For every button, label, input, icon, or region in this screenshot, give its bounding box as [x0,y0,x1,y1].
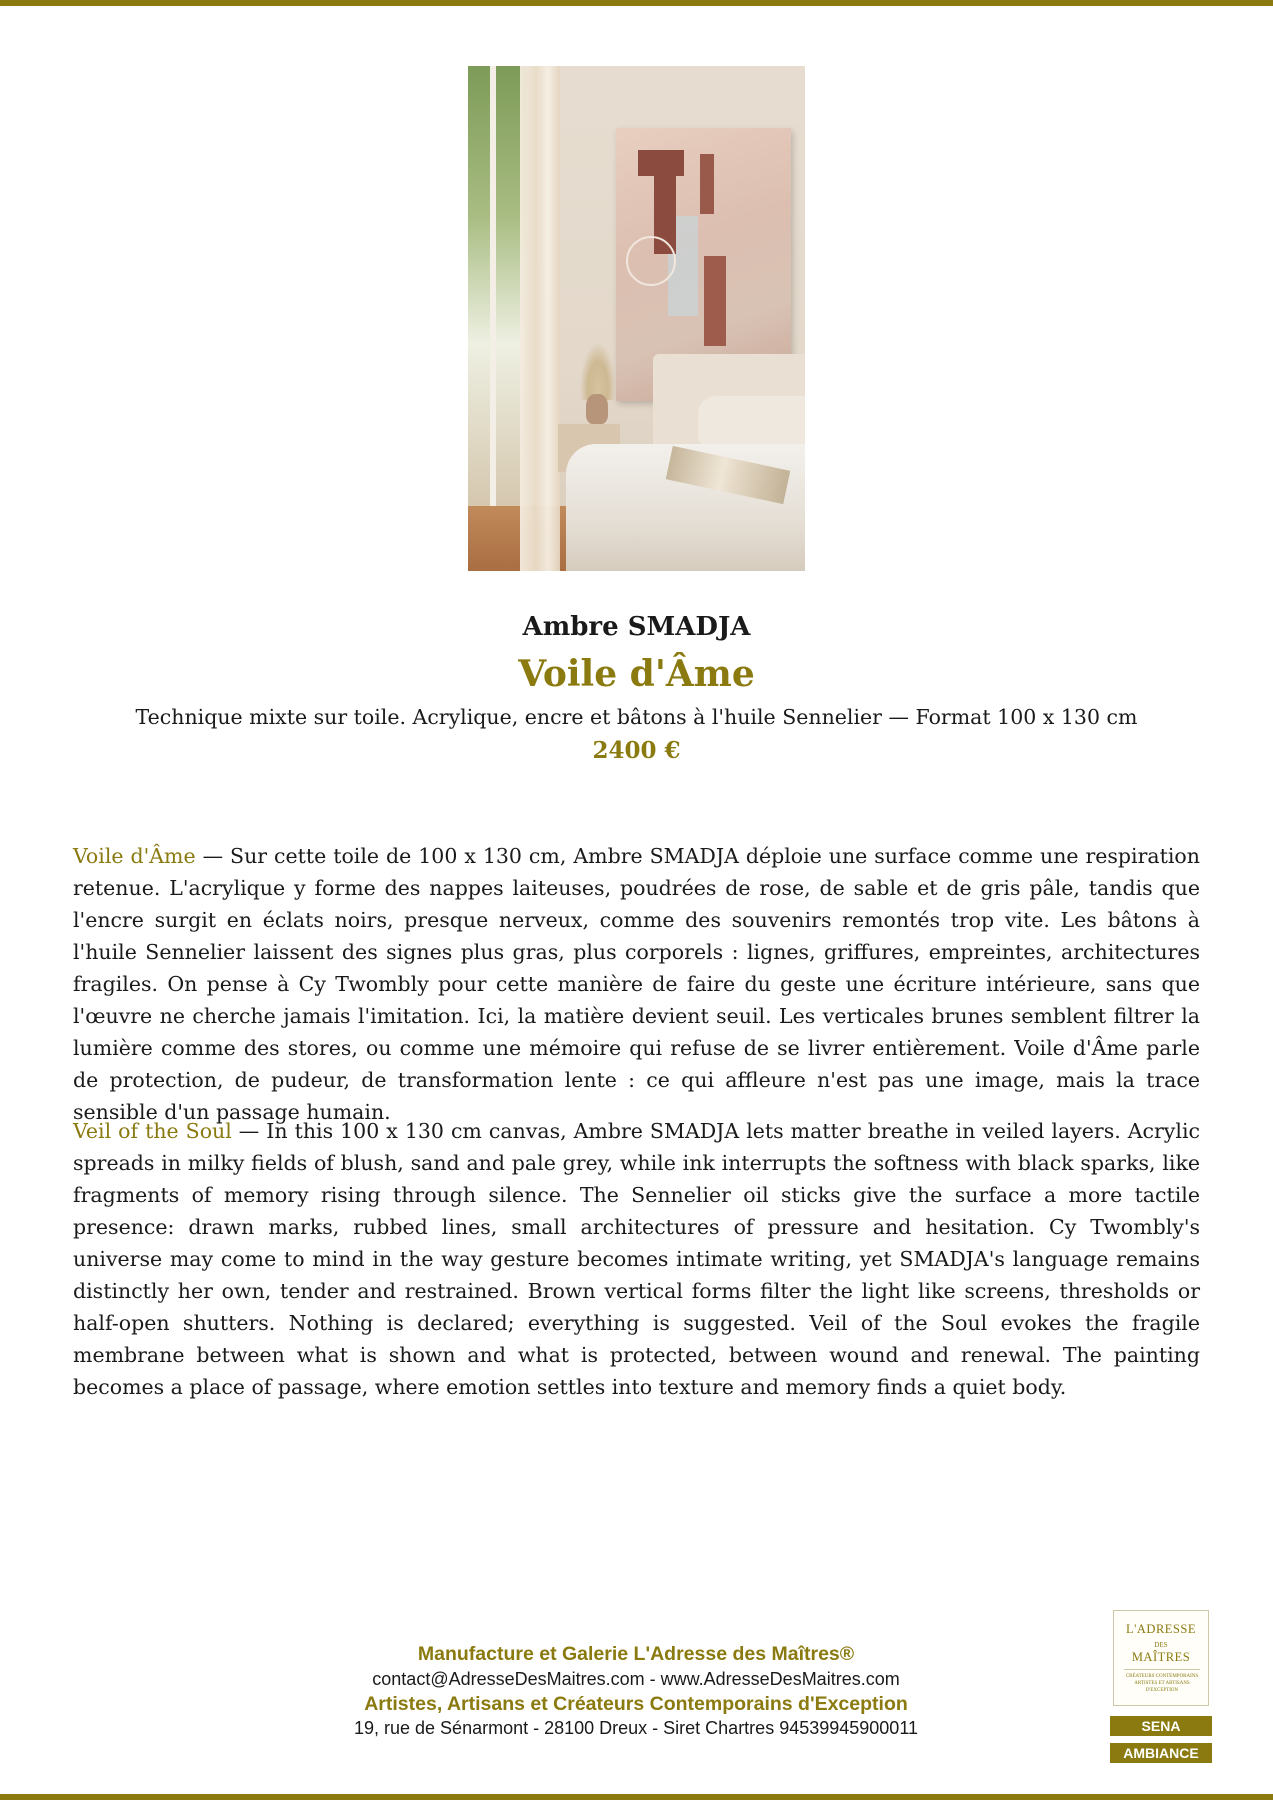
footer-address: 19, rue de Sénarmont - 28100 Dreux - Siret Chartres 94539945900011 [353,1718,919,1738]
bottom-accent-bar [0,1794,1273,1800]
description-french [73,840,1200,1128]
artwork-technique: Technique mixte sur toile. Acrylique, encre et bâtons à l'huile Sennelier — Format 100 x 130 cm [135,705,1138,729]
curtain [520,66,560,571]
description-french-text: — Sur cette toile de 100 x 130 cm, Ambre SMADJA déploie une surface comme une respiration retenue. L'acrylique y forme des nappes laiteuses, poudrées de rose, de sable et de gris pâle, tandis que l'encre surgit en éclats noirs, presque nerveux, comme des souvenirs remontés trop vite. Les bâtons à l'huile Sennelier laissent des signes plus gras, plus corporels : lignes, griffures, empreintes, architectures fragiles. On pense à Cy Twombly pour cette manière de faire du geste une écriture intérieure, sans que l'œuvre ne cherche jamais l'imitation. Ici, la matière devient seuil. Les verticales brunes semblent filtrer la lumière comme des stores, ou comme une mémoire qui refuse de se livrer entièrement. Voile d'Âme parle de protection, de pudeur, de transformation lente : ce qui affleure n'est pas une image, mais la trace sensible d'un passage humain. [73,844,1200,1124]
logo-line-1: L'ADRESSE [1126,1622,1196,1636]
top-accent-bar [0,0,1273,6]
artwork-title: Voile d'Âme [518,653,755,695]
artwork-price: 2400 € [592,737,681,764]
logo-line-3: MAÎTRES [1131,1650,1191,1664]
footer-contact[interactable]: contact@AdresseDesMaitres.com - www.AdresseDesMaitres.com [372,1669,900,1689]
gallery-logo [1113,1610,1209,1706]
logo-line-2: DES [1154,1641,1168,1649]
description-english [73,1115,1200,1403]
window-view [468,66,526,571]
badge-sena: SENA [1110,1716,1212,1736]
artist-name: Ambre SMADJA [522,612,751,642]
logo-line-4: CRÉATEURS CONTEMPORAINS ARTISTES ET ARTISANS D'EXCEPTION [1125,1674,1199,1693]
footer-gallery-name: Manufacture et Galerie L'Adresse des Maîtres® [417,1643,855,1665]
artwork-image [468,66,805,571]
description-french-lead: Voile d'Âme [73,844,196,868]
badge-ambiance: AMBIANCE [1110,1743,1212,1763]
description-english-text: — In this 100 x 130 cm canvas, Ambre SMADJA lets matter breathe in veiled layers. Acrylic spreads in milky fields of blush, sand and pale grey, while ink interrupts the softness with black sparks, like fragments of memory rising through silence. The Sennelier oil sticks give the surface a more tactile presence: drawn marks, rubbed lines, small architectures of pressure and hesitation. Cy Twombly's universe may come to mind in the way gesture becomes intimate writing, yet SMADJA's language remains distinctly her own, tender and restrained. Brown vertical forms filter the light like screens, thresholds or half-open shutters. Nothing is declared; everything is suggested. Veil of the Soul evokes the fragile membrane between what is shown and what is protected, between wound and renewal. The painting becomes a place of passage, where emotion settles into texture and memory finds a quiet body. [73,1119,1200,1399]
footer-tagline: Artistes, Artisans et Créateurs Contemporains d'Exception [364,1693,908,1715]
description-english-lead: Veil of the Soul [73,1119,232,1143]
